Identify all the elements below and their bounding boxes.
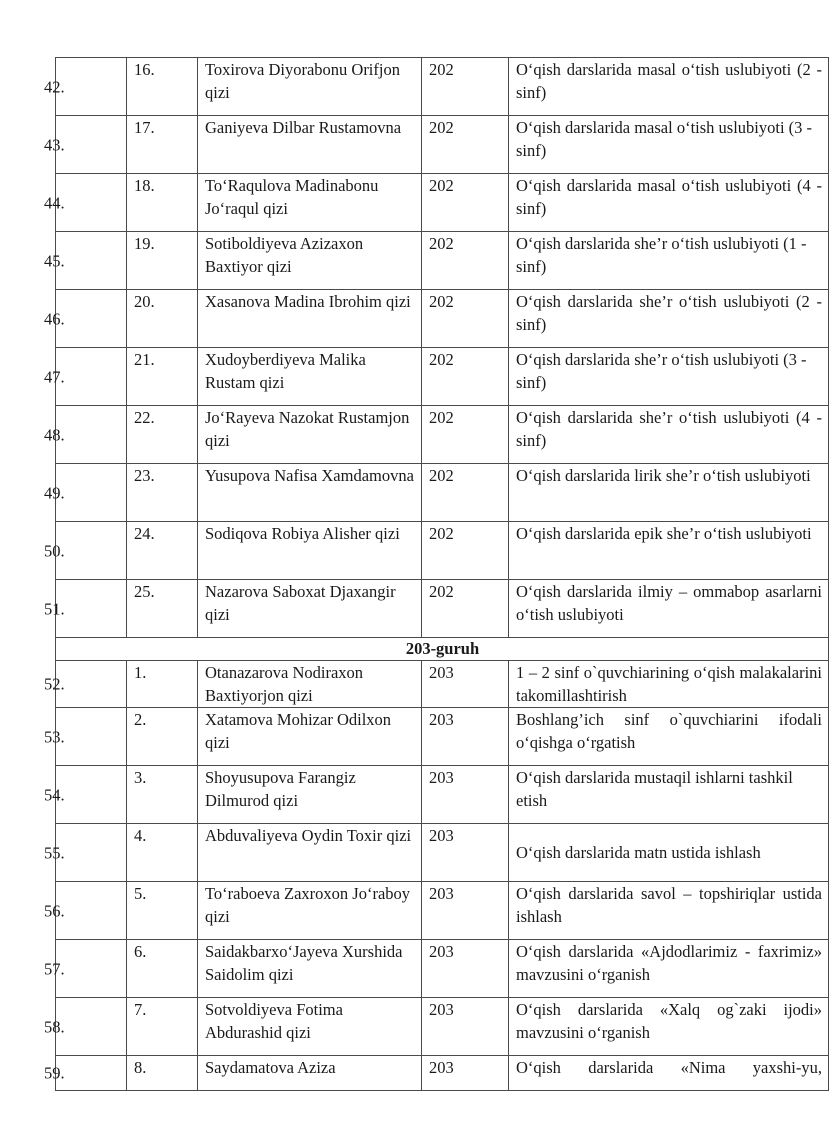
group-index: 8. xyxy=(127,1056,198,1091)
table-row xyxy=(56,406,829,464)
group-code: 203 xyxy=(422,708,509,766)
row-number: 48. xyxy=(44,425,65,444)
row-number: 46. xyxy=(44,309,65,328)
group-code: 202 xyxy=(422,58,509,116)
group-index: 6. xyxy=(127,940,198,998)
group-header: 203-guruh xyxy=(56,638,829,661)
row-number: 53. xyxy=(44,727,65,746)
thesis-topic: O‘qish darslarida «Nima yaxshi-yu, xyxy=(509,1056,829,1091)
group-header-row xyxy=(56,638,829,661)
group-index: 21. xyxy=(127,348,198,406)
group-index: 4. xyxy=(127,824,198,882)
thesis-topic: O‘qish darslarida ilmiy – ommabop asarlarni o‘tish uslubiyoti xyxy=(509,580,829,638)
student-name: Xatamova Mohizar Odilxon qizi xyxy=(198,708,422,766)
student-name: Sotiboldiyeva Azizaxon Baxtiyor qizi xyxy=(198,232,422,290)
group-index: 24. xyxy=(127,522,198,580)
table-row xyxy=(56,348,829,406)
row-number: 51. xyxy=(44,599,65,618)
table-row xyxy=(56,174,829,232)
group-index: 19. xyxy=(127,232,198,290)
student-name: Xasanova Madina Ibrohim qizi xyxy=(198,290,422,348)
thesis-topic: O‘qish darslarida matn ustida ishlash xyxy=(509,824,829,882)
student-name: Ganiyeva Dilbar Rustamovna xyxy=(198,116,422,174)
group-index: 5. xyxy=(127,882,198,940)
thesis-topic: O‘qish darslarida masal o‘tish uslubiyoti (4 - sinf) xyxy=(509,174,829,232)
group-code: 203 xyxy=(422,998,509,1056)
row-number: 57. xyxy=(44,959,65,978)
group-code: 203 xyxy=(422,824,509,882)
group-index: 17. xyxy=(127,116,198,174)
table-row xyxy=(56,882,829,940)
thesis-topic: O‘qish darslarida lirik she’r o‘tish uslubiyoti xyxy=(509,464,829,522)
group-code: 202 xyxy=(422,174,509,232)
student-name: To‘Raqulova Madinabonu Jo‘raqul qizi xyxy=(198,174,422,232)
thesis-topic: Boshlang’ich sinf o`quvchiarini ifodali o‘qishga o‘rgatish xyxy=(509,708,829,766)
thesis-topic: O‘qish darslarida masal o‘tish uslubiyoti (2 - sinf) xyxy=(509,58,829,116)
row-number: 49. xyxy=(44,483,65,502)
group-index: 2. xyxy=(127,708,198,766)
student-name: Jo‘Rayeva Nazokat Rustamjon qizi xyxy=(198,406,422,464)
group-index: 3. xyxy=(127,766,198,824)
thesis-topic: O‘qish darslarida savol – topshiriqlar ustida ishlash xyxy=(509,882,829,940)
group-code: 203 xyxy=(422,766,509,824)
group-code: 202 xyxy=(422,406,509,464)
row-number: 47. xyxy=(44,367,65,386)
student-name: Saydamatova Aziza xyxy=(198,1056,422,1091)
table-row xyxy=(56,290,829,348)
group-code: 202 xyxy=(422,290,509,348)
group-index: 25. xyxy=(127,580,198,638)
student-name: To‘raboeva Zaxroxon Jo‘raboy qizi xyxy=(198,882,422,940)
group-code: 202 xyxy=(422,348,509,406)
thesis-topic: O‘qish darslarida she’r o‘tish uslubiyoti (4 - sinf) xyxy=(509,406,829,464)
student-name: Sotvoldiyeva Fotima Abdurashid qizi xyxy=(198,998,422,1056)
row-number: 43. xyxy=(44,135,65,154)
table-row xyxy=(56,116,829,174)
group-code: 203 xyxy=(422,940,509,998)
row-number: 55. xyxy=(44,843,65,862)
group-index: 23. xyxy=(127,464,198,522)
group-code: 202 xyxy=(422,116,509,174)
table-row xyxy=(56,522,829,580)
table-row xyxy=(56,580,829,638)
group-index: 22. xyxy=(127,406,198,464)
row-number: 45. xyxy=(44,251,65,270)
student-name: Yusupova Nafisa Xamdamovna xyxy=(198,464,422,522)
thesis-topic: O‘qish darslarida mustaqil ishlarni tashkil etish xyxy=(509,766,829,824)
row-number: 52. xyxy=(44,674,65,694)
group-code: 202 xyxy=(422,522,509,580)
thesis-topic: O‘qish darslarida «Xalq og`zaki ijodi» mavzusini o‘rganish xyxy=(509,998,829,1056)
group-index: 7. xyxy=(127,998,198,1056)
table-row xyxy=(56,824,829,882)
thesis-topic: O‘qish darslarida epik she’r o‘tish uslubiyoti xyxy=(509,522,829,580)
table-row xyxy=(56,1056,829,1091)
group-index: 16. xyxy=(127,58,198,116)
table-row xyxy=(56,464,829,522)
row-number: 44. xyxy=(44,193,65,212)
student-name: Shoyusupova Farangiz Dilmurod qizi xyxy=(198,766,422,824)
row-number: 59. xyxy=(44,1063,65,1083)
group-code: 202 xyxy=(422,580,509,638)
group-code: 202 xyxy=(422,232,509,290)
thesis-topic: O‘qish darslarida she’r o‘tish uslubiyoti (3 - sinf) xyxy=(509,348,829,406)
student-topics-table xyxy=(44,57,829,1091)
student-name: Otanazarova Nodiraxon Baxtiyorjon qizi xyxy=(198,661,422,708)
thesis-topic: O‘qish darslarida she’r o‘tish uslubiyoti (1 - sinf) xyxy=(509,232,829,290)
student-name: Sodiqova Robiya Alisher qizi xyxy=(198,522,422,580)
table-row xyxy=(56,766,829,824)
student-name: Abduvaliyeva Oydin Toxir qizi xyxy=(198,824,422,882)
group-code: 202 xyxy=(422,464,509,522)
thesis-topic: O‘qish darslarida masal o‘tish uslubiyoti (3 - sinf) xyxy=(509,116,829,174)
table-row xyxy=(56,232,829,290)
table-row xyxy=(56,940,829,998)
group-index: 1. xyxy=(127,661,198,708)
row-number: 54. xyxy=(44,785,65,804)
row-number: 50. xyxy=(44,541,65,560)
student-name: Xudoyberdiyeva Malika Rustam qizi xyxy=(198,348,422,406)
table-row xyxy=(56,661,829,708)
table-row xyxy=(56,998,829,1056)
table-row xyxy=(56,708,829,766)
group-index: 18. xyxy=(127,174,198,232)
row-number: 42. xyxy=(44,77,65,96)
group-code: 203 xyxy=(422,661,509,708)
group-code: 203 xyxy=(422,882,509,940)
group-code: 203 xyxy=(422,1056,509,1091)
thesis-topic: O‘qish darslarida she’r o‘tish uslubiyoti (2 - sinf) xyxy=(509,290,829,348)
table-row xyxy=(56,58,829,116)
thesis-topic: 1 – 2 sinf o`quvchiarining o‘qish malakalarini takomillashtirish xyxy=(509,661,829,708)
student-name: Nazarova Saboxat Djaxangir qizi xyxy=(198,580,422,638)
student-name: Saidakbarxo‘Jayeva Xurshida Saidolim qizi xyxy=(198,940,422,998)
thesis-topic: O‘qish darslarida «Ajdodlarimiz - faxrimiz» mavzusini o‘rganish xyxy=(509,940,829,998)
student-name: Toxirova Diyorabonu Orifjon qizi xyxy=(198,58,422,116)
group-index: 20. xyxy=(127,290,198,348)
row-number: 56. xyxy=(44,901,65,920)
row-number: 58. xyxy=(44,1017,65,1036)
